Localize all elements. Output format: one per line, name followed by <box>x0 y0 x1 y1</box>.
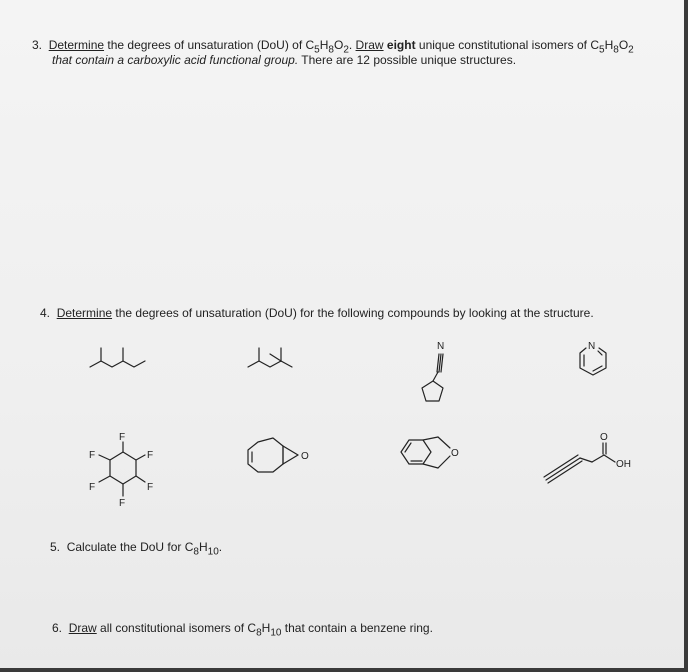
question-6-text: all constitutional isomers of C <box>96 621 257 635</box>
structure-trimethylpentane <box>243 340 313 380</box>
o: O <box>333 38 344 52</box>
question-3-draw: Draw <box>355 38 384 52</box>
sub: 2 <box>628 44 634 56</box>
question-3-eight: eight <box>386 38 416 52</box>
fluorine-label: F <box>147 450 154 461</box>
question-3-italic: that contain a carboxylic acid functional group. <box>52 53 299 67</box>
sub: 10 <box>207 546 219 558</box>
dot: . <box>348 38 356 52</box>
question-4 <box>40 305 594 322</box>
sub: 10 <box>270 627 282 639</box>
structure-dimethylpentane <box>85 340 155 380</box>
sub: 8 <box>256 627 262 639</box>
question-6-number: 6. <box>52 621 63 635</box>
structure-pyridine <box>570 338 620 383</box>
fluorine-label: F <box>89 482 96 493</box>
h: H <box>319 38 329 52</box>
question-5-number: 5. <box>50 540 61 554</box>
question-3-line-2 <box>52 52 516 69</box>
end: . <box>218 540 223 554</box>
fluorine-label: F <box>119 432 126 443</box>
question-4-determine: Determine <box>56 306 113 320</box>
h: H <box>198 540 208 554</box>
end: that contain a benzene ring. <box>281 621 433 635</box>
h: H <box>261 621 271 635</box>
question-3-determine: Determine <box>48 38 105 52</box>
sub: 8 <box>613 44 619 56</box>
h: H <box>604 38 614 52</box>
structure-dihydroisobenzofuran <box>395 430 475 480</box>
question-3-text-b: unique constitutional isomers of C <box>415 38 600 52</box>
fluorine-label: F <box>89 450 96 461</box>
question-6 <box>52 620 433 641</box>
epoxide-o-label: O <box>301 451 309 462</box>
structure-hexafluorocyclohexane <box>85 430 165 515</box>
sub: 8 <box>328 44 334 56</box>
structure-alkynoic-acid <box>540 430 640 495</box>
question-4-text: the degrees of unsaturation (DoU) for the following compounds by looking at the structure. <box>112 306 594 320</box>
question-5 <box>50 539 222 560</box>
hydroxyl-label: OH <box>616 459 631 470</box>
sub: 8 <box>193 546 199 558</box>
sub: 5 <box>599 44 605 56</box>
question-3-number: 3. <box>32 38 43 52</box>
sub: 2 <box>343 44 349 56</box>
question-3-line-2-rest: There are 12 possible unique structures. <box>298 53 517 67</box>
question-5-text: Calculate the DoU for C <box>66 540 194 554</box>
fluorine-label: F <box>147 482 154 493</box>
question-6-draw: Draw <box>68 621 97 635</box>
question-4-number: 4. <box>40 306 51 320</box>
structure-epoxide <box>243 432 323 482</box>
question-3-text-a: the degrees of unsaturation (DoU) of C <box>104 38 315 52</box>
carbonyl-o-label: O <box>600 432 608 443</box>
ring-o-label: O <box>451 448 459 459</box>
sub: 5 <box>314 44 320 56</box>
nitrile-n-label: N <box>437 341 445 352</box>
o: O <box>618 38 629 52</box>
structure-nitrile <box>410 338 460 413</box>
fluorine-label: F <box>119 498 126 509</box>
pyridine-n-label: N <box>588 341 596 352</box>
